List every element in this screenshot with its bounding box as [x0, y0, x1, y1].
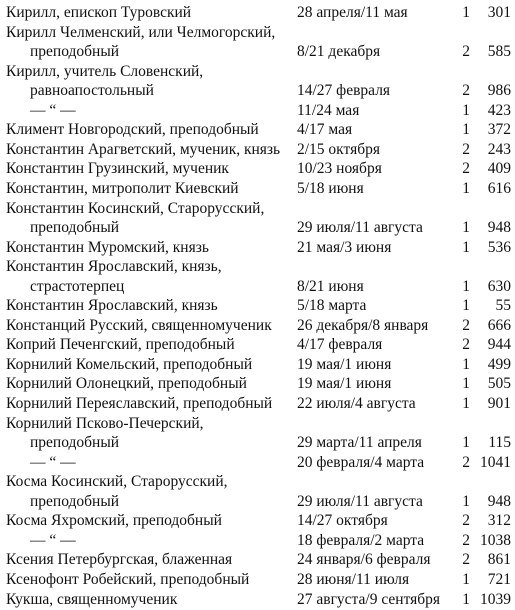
entry-name: Константин Грузинский, мученик	[6, 160, 229, 178]
entry-name: равноапостольный	[30, 82, 154, 100]
entry-date: 29 июля/11 августа	[297, 219, 423, 237]
entry-date: 29 марта/11 апреля	[297, 434, 422, 452]
entry-page: 55	[495, 297, 511, 315]
entry-name: Корнилий Переяславский, преподобный	[6, 395, 273, 412]
entry-name: Константин Муромский, князь	[6, 238, 209, 256]
entry-name: — “ —	[30, 101, 76, 119]
entry-name: Кирилл, учитель Словенский,	[6, 62, 204, 80]
index-row	[0, 159, 515, 179]
entry-date: 14/27 февраля	[297, 82, 391, 100]
entry-volume: 2	[462, 316, 470, 334]
entry-name: — “ —	[30, 531, 76, 549]
entry-page: 616	[487, 179, 511, 197]
index-row	[0, 3, 515, 23]
entry-volume: 1	[462, 375, 470, 393]
index-row	[0, 570, 515, 590]
entry-volume: 1	[462, 590, 470, 608]
entry-name: Константин Арагветский, мученик, князь	[6, 140, 281, 158]
index-row	[0, 335, 515, 355]
entry-page: 499	[487, 355, 511, 373]
entry-volume: 1	[462, 179, 470, 197]
entry-date: 27 августа/9 сентября	[297, 590, 441, 608]
entry-name: преподобный	[30, 434, 120, 452]
index-row	[0, 238, 515, 258]
entry-volume: 2	[462, 160, 470, 178]
entry-volume: 2	[462, 140, 470, 158]
index-row	[0, 296, 515, 316]
index-row	[0, 218, 515, 238]
entry-page: 536	[487, 238, 511, 256]
index-row	[0, 394, 515, 414]
index-row	[0, 316, 515, 336]
index-row	[0, 277, 515, 297]
entry-date: 19 мая/1 июня	[297, 355, 392, 373]
entry-volume: 1	[462, 121, 470, 139]
entry-name: преподобный	[30, 492, 120, 510]
entry-date: 28 июня/11 июля	[297, 570, 410, 588]
index-row	[0, 101, 515, 121]
entry-name: Константин, митрополит Киевский	[6, 179, 239, 197]
index-row	[0, 81, 515, 101]
index-row	[0, 355, 515, 375]
entry-volume: 1	[462, 297, 470, 315]
entry-volume: 1	[462, 355, 470, 373]
index-row	[0, 140, 515, 160]
entry-page: 423	[487, 101, 511, 119]
entry-page: 948	[487, 492, 511, 510]
entry-date: 26 декабря/8 января	[297, 316, 429, 334]
entry-volume: 2	[462, 82, 470, 100]
entry-date: 20 февраля/4 марта	[297, 453, 425, 471]
entry-date: 10/23 ноября	[297, 160, 382, 178]
entry-volume: 2	[462, 551, 470, 569]
entry-name: Корнилий Комельский, преподобный	[6, 355, 253, 373]
entry-date: 24 января/6 февраля	[297, 551, 431, 569]
entry-date: 5/18 июня	[297, 179, 364, 197]
entry-date: 2/15 октября	[297, 140, 380, 158]
index-row	[0, 472, 515, 492]
index-row	[0, 492, 515, 512]
entry-date: 4/17 февраля	[297, 336, 383, 354]
entry-page: 944	[487, 336, 511, 354]
entry-page: 301	[487, 4, 511, 21]
entry-name: Коприй Печенгский, преподобный	[6, 336, 235, 354]
entry-date: 4/17 мая	[297, 121, 353, 139]
entry-date: 22 июля/4 августа	[297, 395, 416, 412]
index-row	[0, 433, 515, 453]
entry-name: Косма Яхромский, преподобный	[6, 512, 222, 530]
index-row	[0, 550, 515, 570]
entry-volume: 1	[462, 219, 470, 237]
entry-volume: 1	[462, 492, 470, 510]
entry-page: 409	[487, 160, 511, 178]
entry-name: преподобный	[30, 43, 120, 61]
entry-page: 986	[487, 82, 511, 100]
entry-name: Константин Ярославский, князь,	[6, 258, 222, 276]
entry-page: 115	[488, 434, 511, 452]
entry-volume: 2	[462, 531, 470, 549]
entry-page: 585	[487, 43, 511, 61]
entry-page: 505	[487, 375, 511, 393]
entry-page: 630	[487, 277, 511, 295]
entry-volume: 1	[462, 277, 470, 295]
entry-page: 901	[487, 395, 511, 412]
entry-name: страстотерпец	[30, 277, 125, 295]
entry-name: Ксенофонт Робейский, преподобный	[6, 570, 250, 588]
index-row	[0, 374, 515, 394]
entry-page: 948	[487, 219, 511, 237]
entry-page: 666	[487, 316, 511, 334]
entry-page: 1041	[480, 453, 511, 471]
index-row	[0, 62, 515, 82]
entry-date: 18 февраля/2 марта	[297, 531, 425, 549]
entry-name: Корнилий Олонецкий, преподобный	[6, 375, 247, 393]
entry-date: 8/21 июня	[297, 277, 364, 295]
entry-name: Климент Новгородский, преподобный	[6, 121, 259, 139]
entry-page: 372	[487, 121, 511, 139]
entry-date: 28 апреля/11 мая	[297, 4, 408, 21]
entry-name: Констанций Русский, священномученик	[6, 316, 272, 334]
index-row	[0, 42, 515, 62]
entry-date: 29 июля/11 августа	[297, 492, 423, 510]
entry-page: 861	[487, 551, 511, 569]
entry-volume: 1	[462, 238, 470, 256]
entry-date: 14/27 октября	[297, 512, 388, 530]
entry-volume: 1	[462, 434, 470, 452]
index-row	[0, 179, 515, 199]
entry-date: 5/18 марта	[297, 297, 367, 315]
entry-name: Косма Косинский, Старорусский,	[6, 473, 228, 491]
entry-volume: 1	[462, 101, 470, 119]
entry-name: Кирилл Челменский, или Челмогорский,	[6, 23, 276, 41]
entry-volume: 2	[462, 453, 470, 471]
entry-page: 1039	[480, 590, 511, 608]
entry-date: 21 мая/3 июня	[297, 238, 392, 256]
entry-name: преподобный	[30, 219, 120, 237]
entry-date: 8/21 декабря	[297, 43, 381, 61]
index-row	[0, 414, 515, 434]
entry-page: 721	[487, 570, 511, 588]
entry-volume: 1	[462, 395, 470, 412]
index-row	[0, 120, 515, 140]
entry-name: Константин Косинский, Старорусский,	[6, 199, 265, 217]
entry-date: 11/24 мая	[297, 101, 360, 119]
entry-page: 312	[487, 512, 511, 530]
entry-volume: 1	[462, 4, 470, 21]
entry-name: Константин Ярославский, князь	[6, 297, 218, 315]
index-row	[0, 590, 515, 610]
entry-volume: 2	[462, 512, 470, 530]
entry-date: 19 мая/1 июня	[297, 375, 392, 393]
entry-volume: 1	[462, 570, 470, 588]
entry-volume: 2	[462, 336, 470, 354]
index-row	[0, 23, 515, 43]
index-row	[0, 511, 515, 531]
entry-name: Корнилий Псково-Печерский,	[6, 414, 204, 432]
entry-name: Ксения Петербургская, блаженная	[6, 551, 233, 569]
index-row	[0, 531, 515, 551]
index-row	[0, 199, 515, 219]
entry-volume: 2	[462, 43, 470, 61]
entry-name: Кукша, священномученик	[6, 590, 178, 608]
entry-name: — “ —	[30, 453, 76, 471]
entry-page: 1038	[480, 531, 511, 549]
index-row	[0, 453, 515, 473]
index-row	[0, 257, 515, 277]
entry-name: Кирилл, епископ Туровский	[6, 4, 192, 21]
entry-page: 243	[487, 140, 511, 158]
